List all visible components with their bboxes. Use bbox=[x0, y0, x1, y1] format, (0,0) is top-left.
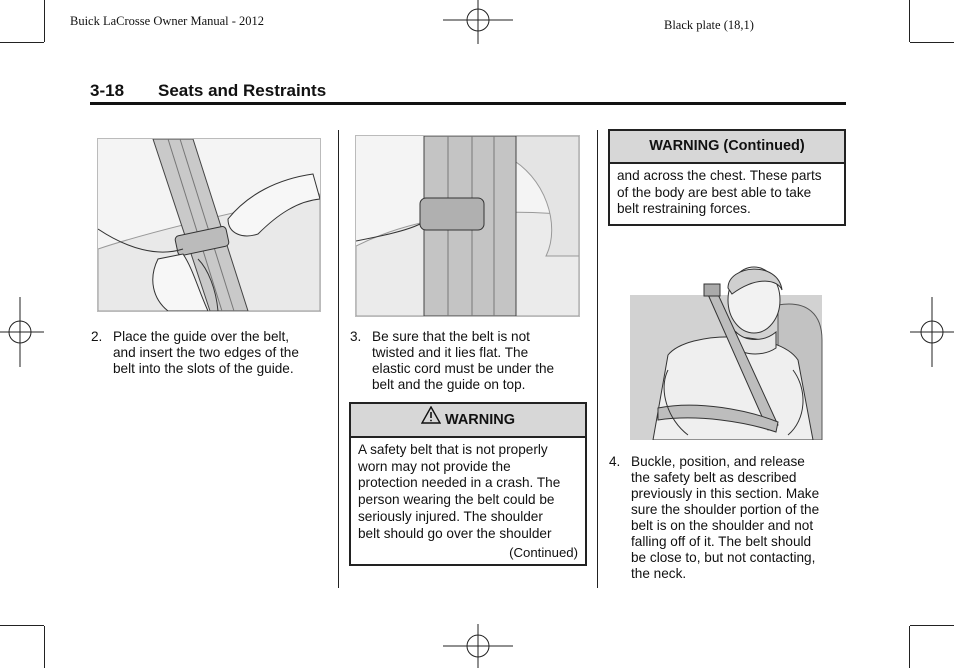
manual-title: Buick LaCrosse Owner Manual - 2012 bbox=[70, 14, 265, 28]
page-number: 3-18 bbox=[90, 81, 125, 100]
registration-mark-left bbox=[0, 297, 44, 367]
step-2 bbox=[91, 329, 331, 377]
figure-belt-flat bbox=[355, 135, 580, 317]
section-title: Seats and Restraints bbox=[158, 81, 327, 100]
registration-mark-top bbox=[443, 0, 513, 44]
figure-person-belted bbox=[628, 260, 824, 440]
registration-mark-right bbox=[910, 297, 954, 367]
plate-label: Black plate (18,1) bbox=[664, 18, 754, 32]
step-number: 2. bbox=[91, 329, 103, 344]
step-4 bbox=[609, 454, 849, 582]
warning-header bbox=[351, 404, 585, 438]
column-divider-1 bbox=[338, 130, 339, 588]
warning-continued: (Continued) bbox=[509, 545, 578, 560]
step-number: 4. bbox=[609, 454, 621, 469]
figure-guide-insert bbox=[97, 138, 321, 312]
step-text: Be sure that the belt is not twisted and it lies flat. The elastic cord must be under the belt and the guide on top. bbox=[372, 329, 555, 392]
warning-text: A safety belt that is not properly worn may not provide the protection needed in a crash. The person wearing the belt could be seriously injured. The shoulder belt should go over the shoulder bbox=[358, 442, 561, 541]
step-text: Place the guide over the belt, and insert the two edges of the belt into the slots of the guide. bbox=[113, 329, 299, 376]
warning-continued-header: WARNING (Continued) bbox=[610, 131, 844, 164]
step-3 bbox=[350, 329, 590, 393]
registration-mark-bottom bbox=[443, 624, 513, 668]
section-heading bbox=[90, 81, 326, 101]
warning-continued-box bbox=[608, 129, 846, 226]
column-divider-2 bbox=[597, 130, 598, 588]
heading-rule bbox=[90, 102, 846, 105]
warning-continued-text: and across the chest. These parts of the body are best able to take belt restraining forces. bbox=[617, 168, 822, 217]
step-text: Buckle, position, and release the safety belt as described previously in this section. Make sure the shoulder portion of the belt is on the shoulder and not falling off of it. The belt should be close to, but not contacting, the neck. bbox=[631, 454, 820, 581]
warning-title: WARNING bbox=[444, 412, 516, 428]
step-number: 3. bbox=[350, 329, 362, 344]
exclamation-triangle-icon bbox=[421, 404, 441, 436]
warning-box bbox=[349, 402, 587, 566]
